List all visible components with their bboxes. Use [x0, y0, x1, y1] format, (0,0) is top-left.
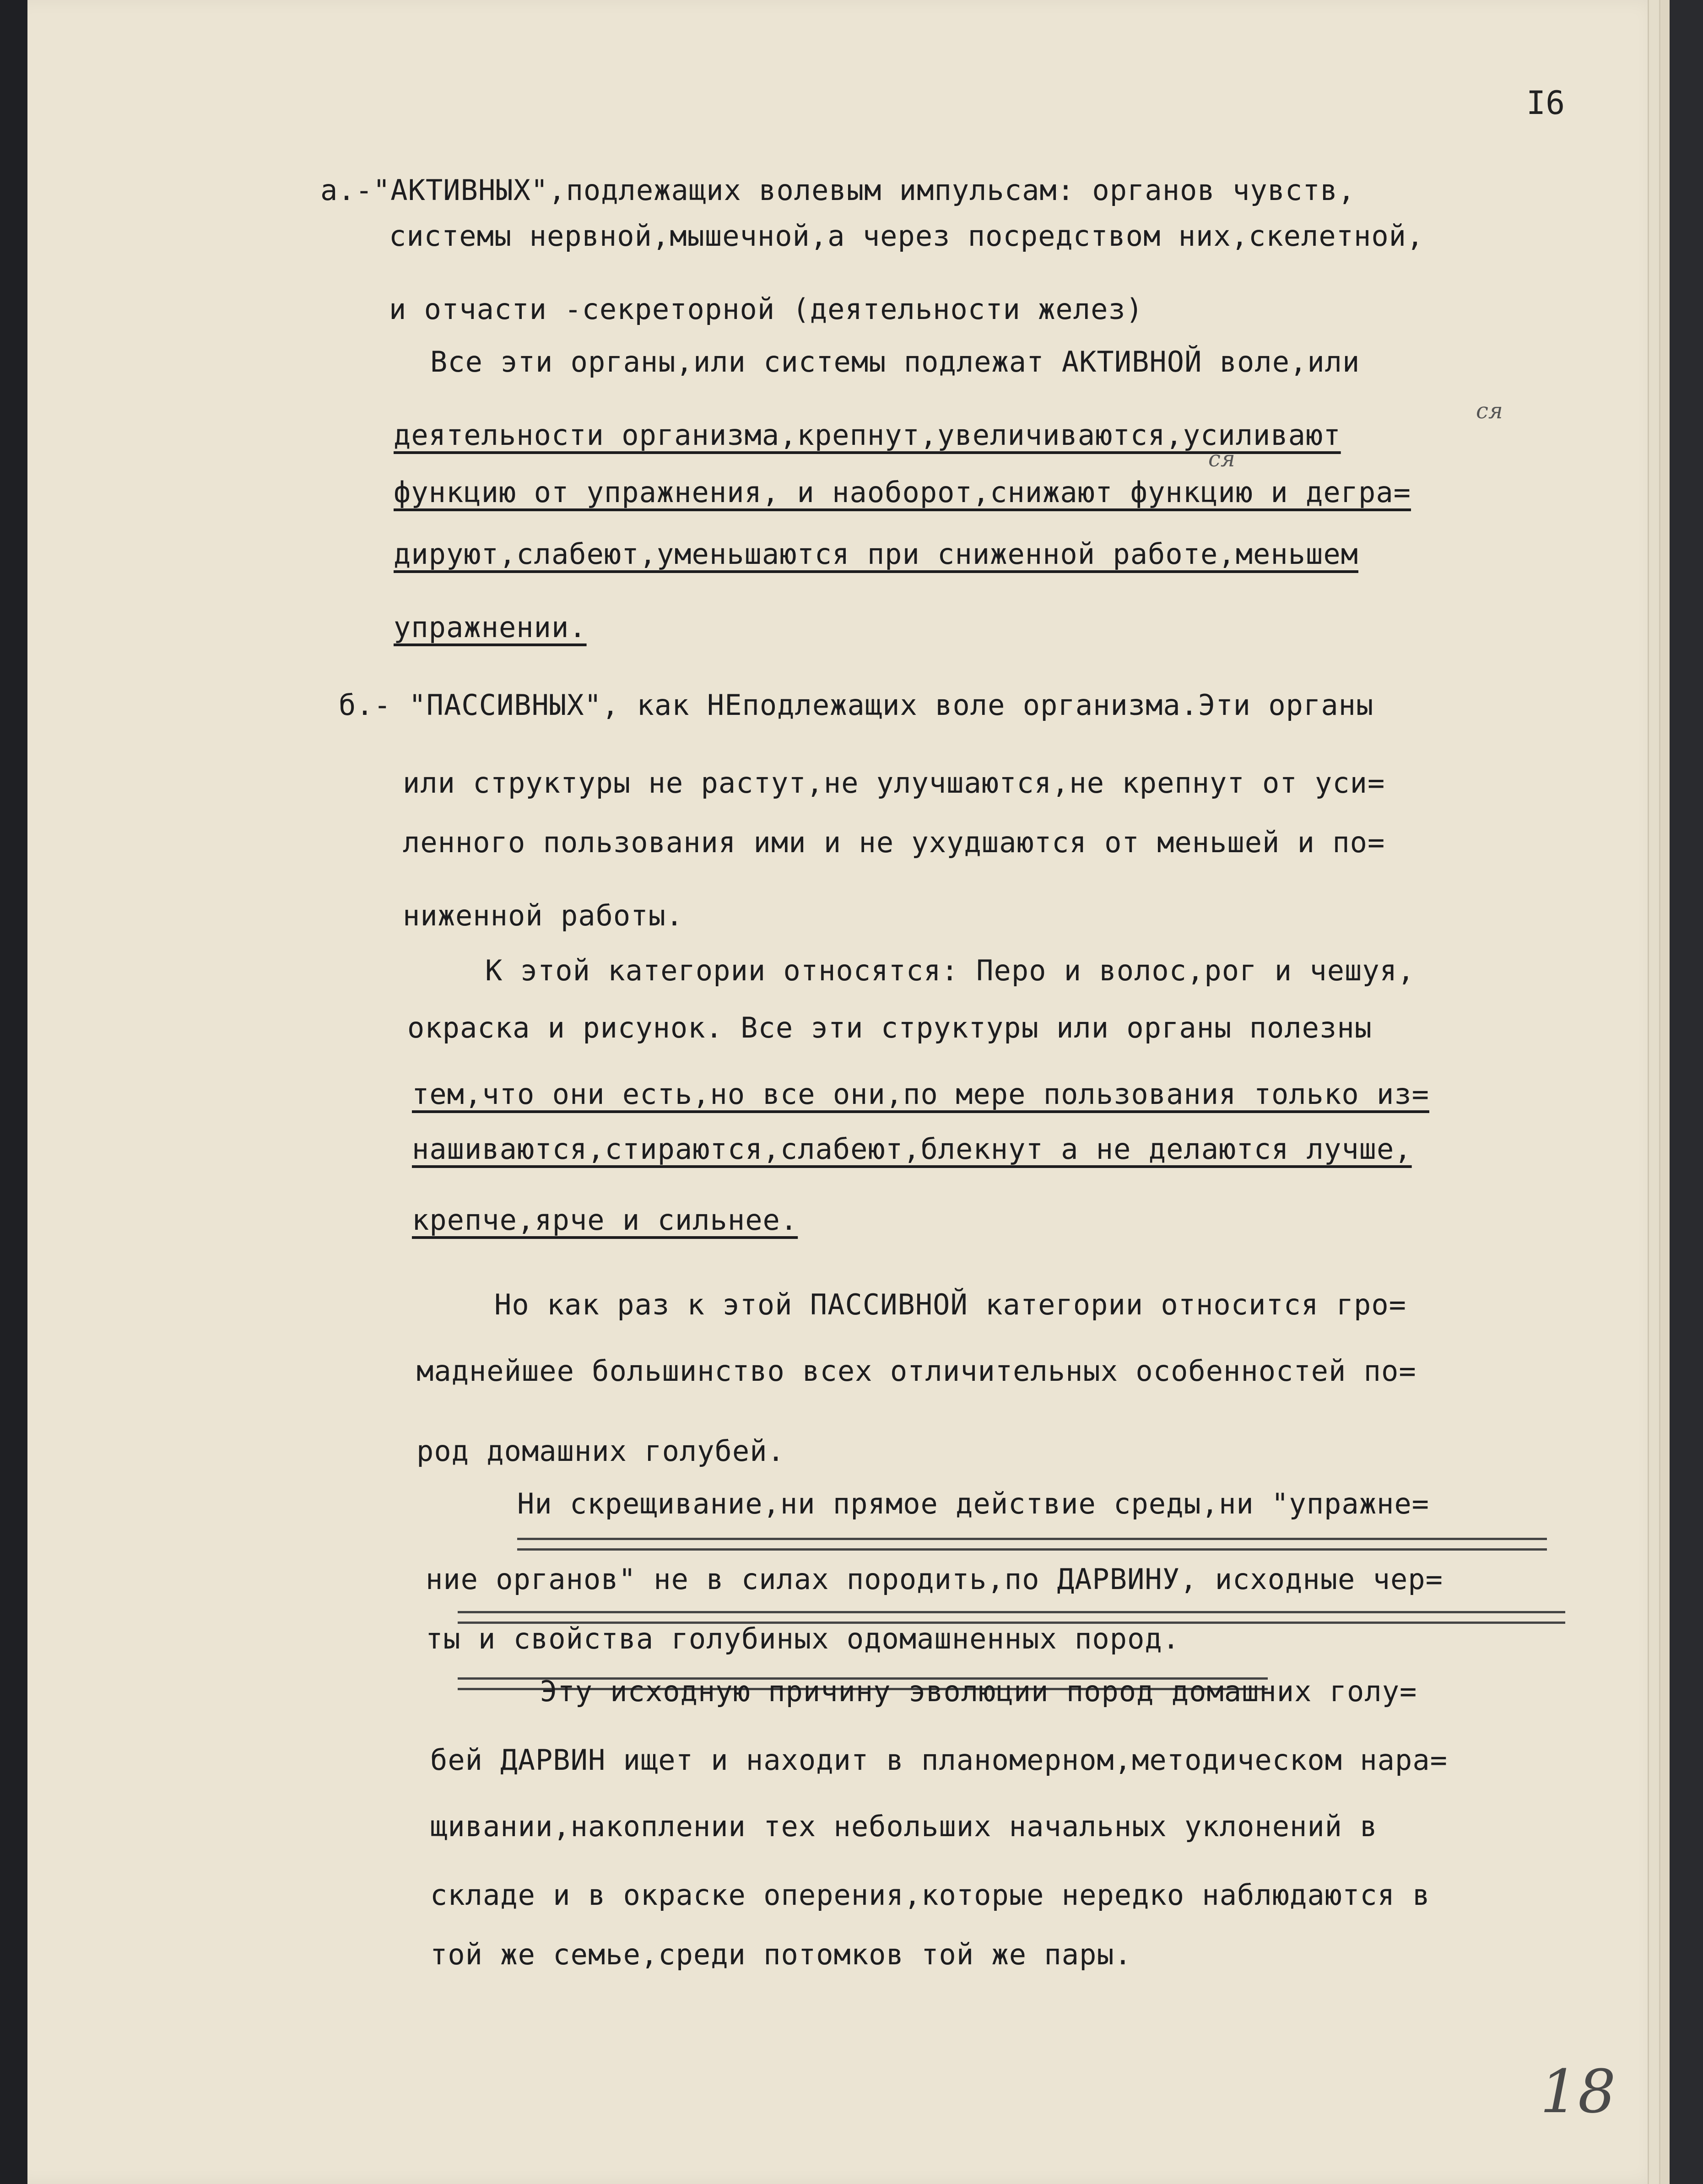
handwritten-page-number: 18 [1540, 2057, 1616, 2126]
text-line: Ни скрещивание,ни прямое действие среды,ни "упражне= [517, 1487, 1430, 1520]
text-line: ты и свойства голубиных одомашненных пород. [426, 1622, 1180, 1655]
text-line: Эту исходную причину эволюции пород домашних голу= [540, 1675, 1417, 1708]
background-edge [1670, 0, 1703, 2184]
text-line: или структуры не растут,не улучшаются,не крепнут от уси= [403, 766, 1385, 800]
text-line: окраска и рисунок. Все эти структуры или органы полезны [407, 1011, 1372, 1044]
text-line: щивании,накоплении тех небольших начальных уклонений в [430, 1810, 1378, 1843]
text-line-underlined: нашиваются,стираются,слабеют,блекнут а не делаются лучше, [412, 1132, 1412, 1166]
text-line-underlined: функцию от упражнения, и наоборот,снижают функцию и дегра= [394, 476, 1411, 509]
text-line: той же семье,среди потомков той же пары. [430, 1938, 1132, 1971]
text-line: б.- "ПАССИВНЫХ", как НЕподлежащих воле организма.Эти органы [339, 688, 1374, 722]
handwritten-correction: ся [1476, 398, 1503, 424]
text-line-underlined: деятельности организма,крепнут,увеличиваются,усиливают [394, 418, 1341, 452]
double-underline [517, 1538, 1547, 1551]
text-line: К этой категории относятся: Перо и волос,рог и чешуя, [485, 954, 1415, 987]
text-line: род домашних голубей. [416, 1434, 785, 1468]
handwritten-correction: ся [1208, 446, 1235, 472]
text-line: маднейшее большинство всех отличительных особенностей по= [416, 1354, 1416, 1388]
text-line: ленного пользования ими и не ухудшаются от меньшей и по= [403, 826, 1385, 859]
text-line: и отчасти -секреторной (деятельности желез) [389, 292, 1144, 326]
text-line: Все эти органы,или системы подлежат АКТИВНОЙ воле,или [430, 345, 1360, 378]
text-line: складе и в окраске оперения,которые нередко наблюдаются в [430, 1878, 1430, 1912]
page-number: I6 [1526, 84, 1565, 122]
text-line: Но как раз к этой ПАССИВНОЙ категории относится гро= [494, 1288, 1407, 1321]
text-line: а.-"АКТИВНЫХ",подлежащих волевым импульсам: органов чувств, [320, 173, 1356, 207]
text-line-underlined: дируют,слабеют,уменьшаются при сниженной работе,меньшем [394, 537, 1358, 571]
text-line: бей ДАРВИН ищет и находит в планомерном,методическом нара= [430, 1743, 1448, 1777]
text-line-underlined: тем,что они есть,но все они,по мере пользования только из= [412, 1077, 1429, 1111]
text-line: ние органов" не в силах породить,по ДАРВИНУ, исходные чер= [426, 1562, 1443, 1596]
text-line-underlined: крепче,ярче и сильнее. [412, 1203, 798, 1237]
text-line-underlined: упражнении. [394, 611, 587, 644]
text-line: ниженной работы. [403, 899, 684, 932]
text-line: системы нервной,мышечной,а через посредством них,скелетной, [389, 219, 1424, 253]
